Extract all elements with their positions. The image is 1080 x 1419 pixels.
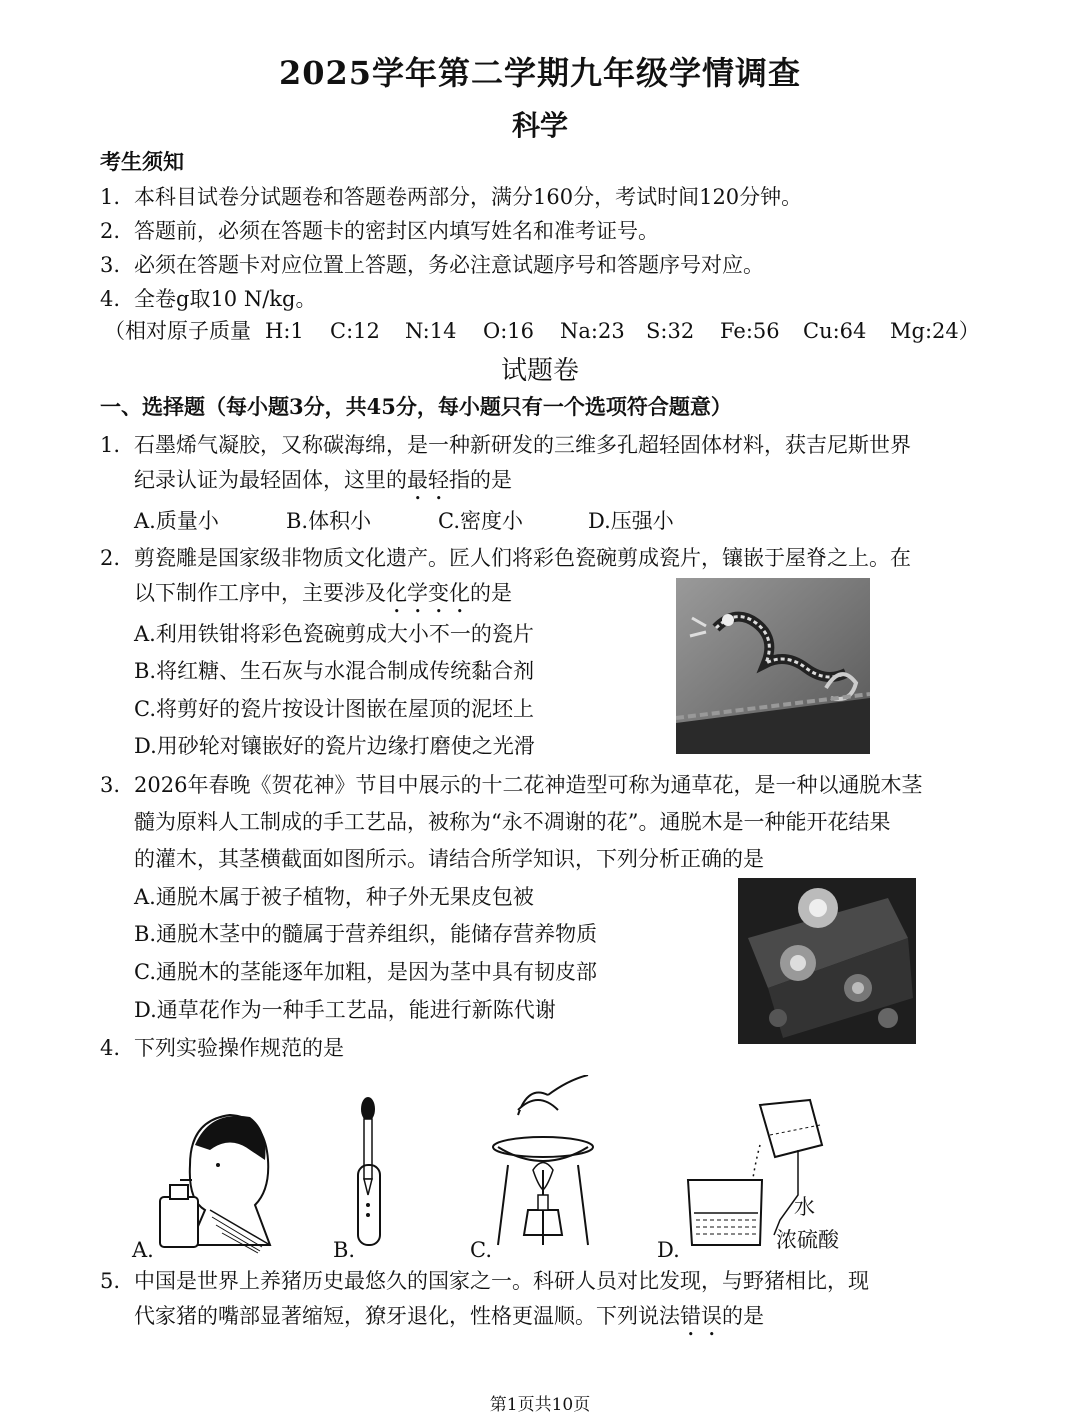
q4-label-c: C. <box>470 1238 492 1262</box>
q1-option-c: C.密度小 <box>438 509 523 533</box>
subject-title: 科学 <box>511 109 568 142</box>
paper-title: 试题卷 <box>500 356 579 386</box>
notice-item: 3. 必须在答题卡对应位置上答题，务必注意试题序号和答题序号对应。 <box>100 253 764 277</box>
atom-n: N:14 <box>405 319 457 343</box>
atomic-masses: （相对原子质量 <box>104 319 251 343</box>
atom-fe: Fe:56 <box>720 319 780 343</box>
q4-line1: 4. 下列实验操作规范的是 <box>100 1036 344 1060</box>
stem-cross-section-photo <box>738 878 916 1044</box>
q1-line1: 1. 石墨烯气凝胶，又称碳海绵，是一种新研发的三维多孔超轻固体材料，获吉尼斯世界 <box>100 433 911 457</box>
q2-option-c: C.将剪好的瓷片按设计图嵌在屋顶的泥坯上 <box>134 697 534 721</box>
q4-label-d: D. <box>657 1238 680 1262</box>
notice-item: 2. 答题前，必须在答题卡的密封区内填写姓名和准考证号。 <box>100 219 659 243</box>
q2-line1: 2. 剪瓷雕是国家级非物质文化遗产。匠人们将彩色瓷碗剪成瓷片，镶嵌于屋脊之上。在 <box>100 546 911 570</box>
notice-heading: 考生须知 <box>100 149 184 174</box>
q1-option-d: D.压强小 <box>588 509 674 533</box>
atom-mg: Mg:24） <box>890 319 980 343</box>
atom-na: Na:23 <box>560 319 625 343</box>
section-heading: 一、选择题（每小题3分，共45分，每小题只有一个选项符合题意） <box>100 394 732 419</box>
q4-label-a: A. <box>132 1238 154 1262</box>
q1-option-b: B.体积小 <box>286 509 372 533</box>
atom-c: C:12 <box>330 319 380 343</box>
label-water: 水 <box>794 1195 815 1219</box>
q3-option-d: D.通草花作为一种手工艺品，能进行新陈代谢 <box>134 998 556 1022</box>
dragon-ridge-photo <box>676 578 870 754</box>
atom-s: S:32 <box>646 319 695 343</box>
q3-option-c: C.通脱木的茎能逐年加粗，是因为茎中具有韧皮部 <box>134 960 597 984</box>
notice-item: 4. 全卷g取10 N/kg。 <box>100 287 317 311</box>
figure-c-evaporation <box>488 1075 598 1255</box>
q1-line2: 纪录认证为最轻固体，这里的最轻指的是 <box>134 468 512 492</box>
exam-title: 2025学年第二学期九年级学情调查 <box>278 54 802 92</box>
q3-option-b: B.通脱木茎中的髓属于营养组织，能储存营养物质 <box>134 922 598 946</box>
q3-option-a: A.通脱木属于被子植物，种子外无果皮包被 <box>134 885 534 909</box>
figure-b-dropper <box>350 1095 390 1255</box>
atom-o: O:16 <box>483 319 535 343</box>
q3-line2: 髓为原料人工制成的手工艺品，被称为“永不凋谢的花”。通脱木是一种能开花结果 <box>134 810 891 834</box>
q3-line3: 的灌木，其茎横截面如图所示。请结合所学知识，下列分析正确的是 <box>134 847 764 871</box>
q1-option-a: A.质量小 <box>134 509 219 533</box>
q5-line2: 代家猪的嘴部显著缩短，獠牙退化，性格更温顺。下列说法错误的是 <box>134 1304 764 1328</box>
page-footer: 第1页共10页 <box>489 1395 591 1415</box>
q5-line1: 5. 中国是世界上养猪历史最悠久的国家之一。科研人员对比发现，与野猪相比，现 <box>100 1269 869 1293</box>
q2-option-d: D.用砂轮对镶嵌好的瓷片边缘打磨使之光滑 <box>134 734 535 758</box>
q2-line2: 以下制作工序中，主要涉及化学变化的是 <box>134 581 512 605</box>
figure-a-smelling-gas <box>150 1105 280 1255</box>
atom-cu: Cu:64 <box>803 319 867 343</box>
atom-h: H:1 <box>265 319 304 343</box>
q3-line1: 3. 2026年春晚《贺花神》节目中展示的十二花神造型可称为通草花，是一种以通脱木茎 <box>100 773 923 797</box>
notice-item: 1. 本科目试卷分试题卷和答题卷两部分，满分160分，考试时间120分钟。 <box>100 185 803 209</box>
q2-option-b: B.将红糖、生石灰与水混合制成传统黏合剂 <box>134 659 535 683</box>
q4-label-b: B. <box>333 1238 356 1262</box>
label-sulfuric-acid: 浓硫酸 <box>776 1228 839 1252</box>
q2-option-a: A.利用铁钳将彩色瓷碗剪成大小不一的瓷片 <box>134 622 534 646</box>
